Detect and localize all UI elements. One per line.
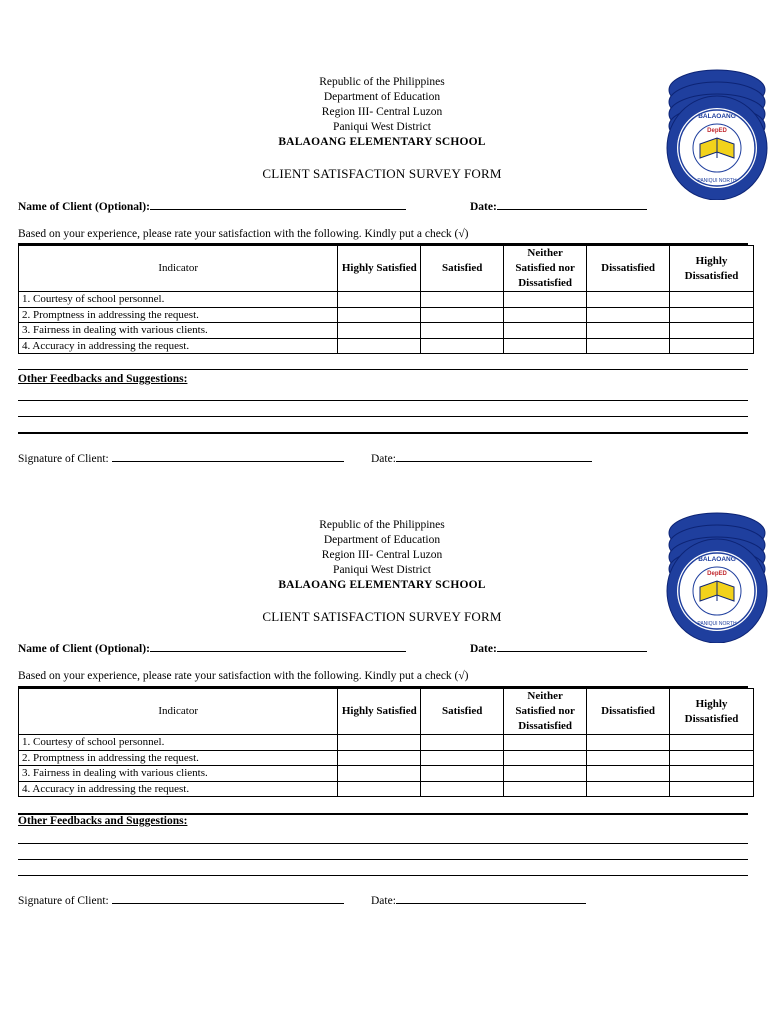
school-name: BALAOANG ELEMENTARY SCHOOL: [278, 136, 486, 148]
rating-cell[interactable]: [587, 338, 670, 354]
date-field[interactable]: [497, 641, 647, 652]
rating-cell[interactable]: [587, 750, 670, 766]
indicator-cell: 1. Courtesy of school personnel.: [19, 735, 338, 751]
date-label: Date:: [470, 199, 647, 213]
col-dissatisfied: Dissatisfied: [587, 689, 670, 735]
rating-cell[interactable]: [338, 750, 421, 766]
date-field[interactable]: [497, 199, 647, 210]
table-row: [19, 735, 754, 751]
rating-cell[interactable]: [504, 338, 587, 354]
svg-text:PANIQUI NORTH: PANIQUI NORTH: [697, 621, 737, 627]
rating-cell[interactable]: [670, 781, 754, 797]
rating-cell[interactable]: [504, 735, 587, 751]
signature-label: Signature of Client:: [18, 893, 344, 907]
name-of-client-field[interactable]: [150, 641, 406, 652]
rating-cell[interactable]: [504, 292, 587, 308]
rating-cell[interactable]: [587, 292, 670, 308]
rating-cell[interactable]: [504, 307, 587, 323]
rating-cell[interactable]: [421, 338, 504, 354]
indicator-cell: 1. Courtesy of school personnel.: [19, 292, 338, 308]
name-of-client-field[interactable]: [150, 199, 406, 210]
feedback-line-2[interactable]: [18, 416, 748, 417]
rating-cell[interactable]: [670, 338, 754, 354]
svg-text:PANIQUI NORTH: PANIQUI NORTH: [697, 178, 737, 184]
rating-cell[interactable]: [587, 735, 670, 751]
table-header-row: [19, 689, 754, 735]
col-neither: Neither Satisfied nor Dissatisfied: [504, 689, 587, 735]
feedback-line-3[interactable]: [18, 875, 748, 876]
table-row: [19, 292, 754, 308]
rating-cell[interactable]: [670, 750, 754, 766]
rating-cell[interactable]: [504, 750, 587, 766]
col-highly-dissatisfied: Highly Dissatisfied: [670, 246, 754, 292]
rating-cell[interactable]: [338, 307, 421, 323]
rating-cell[interactable]: [338, 766, 421, 782]
rating-cell[interactable]: [421, 766, 504, 782]
rating-cell[interactable]: [504, 323, 587, 339]
signature-date-field[interactable]: [396, 451, 592, 462]
rating-table: [18, 245, 754, 354]
table-row: [19, 307, 754, 323]
instruction-text: Based on your experience, please rate your satisfaction with the following. Kindly put a check (√): [18, 670, 469, 682]
divider-line: [18, 369, 748, 370]
rating-cell[interactable]: [421, 323, 504, 339]
table-row: [19, 323, 754, 339]
signature-label: Signature of Client:: [18, 451, 344, 465]
rating-cell[interactable]: [587, 323, 670, 339]
name-of-client-label: Name of Client (Optional):: [18, 641, 406, 655]
header-line-republic: Republic of the Philippines: [319, 76, 445, 88]
svg-text:BALAOANG: BALAOANG: [698, 556, 736, 563]
col-highly-satisfied: Highly Satisfied: [338, 689, 421, 735]
feedback-label: Other Feedbacks and Suggestions:: [18, 815, 188, 827]
header-line-deped: Department of Education: [323, 534, 441, 546]
rating-cell[interactable]: [504, 781, 587, 797]
indicator-cell: 4. Accuracy in addressing the request.: [19, 338, 338, 354]
rating-cell[interactable]: [421, 292, 504, 308]
header-line-district: Paniqui West District: [333, 564, 431, 576]
header-line-region: Region III- Central Luzon: [321, 549, 443, 561]
col-indicator: Indicator: [19, 689, 338, 735]
svg-text:DepED: DepED: [707, 128, 727, 134]
table-header-row: [19, 246, 754, 292]
letterhead: [0, 518, 764, 593]
survey-form-1: [0, 60, 768, 530]
indicator-cell: 2. Promptness in addressing the request.: [19, 750, 338, 766]
rating-cell[interactable]: [670, 307, 754, 323]
feedback-line-1[interactable]: [18, 400, 748, 401]
rating-cell[interactable]: [338, 338, 421, 354]
date-label: Date:: [470, 641, 647, 655]
signature-field[interactable]: [112, 893, 344, 904]
table-row: [19, 750, 754, 766]
col-highly-dissatisfied: Highly Dissatisfied: [670, 689, 754, 735]
signature-date-label: Date:: [371, 893, 586, 907]
indicator-cell: 4. Accuracy in addressing the request.: [19, 781, 338, 797]
header-line-district: Paniqui West District: [333, 121, 431, 133]
table-row: [19, 781, 754, 797]
rating-cell[interactable]: [338, 292, 421, 308]
col-highly-satisfied: Highly Satisfied: [338, 246, 421, 292]
indicator-cell: 3. Fairness in dealing with various clients.: [19, 766, 338, 782]
rating-cell[interactable]: [421, 735, 504, 751]
rating-cell[interactable]: [338, 735, 421, 751]
table-row: [19, 338, 754, 354]
rating-cell[interactable]: [338, 323, 421, 339]
rating-cell[interactable]: [670, 323, 754, 339]
header-line-region: Region III- Central Luzon: [321, 106, 443, 118]
survey-form-2: [0, 503, 768, 973]
rating-cell[interactable]: [421, 781, 504, 797]
rating-cell[interactable]: [670, 292, 754, 308]
rating-cell[interactable]: [421, 307, 504, 323]
rating-cell[interactable]: [587, 781, 670, 797]
form-title: CLIENT SATISFACTION SURVEY FORM: [262, 609, 502, 624]
rating-cell[interactable]: [338, 781, 421, 797]
col-neither: Neither Satisfied nor Dissatisfied: [504, 246, 587, 292]
table-row: [19, 766, 754, 782]
form-title: CLIENT SATISFACTION SURVEY FORM: [262, 166, 502, 181]
feedback-label: Other Feedbacks and Suggestions:: [18, 373, 188, 385]
rating-cell[interactable]: [421, 750, 504, 766]
signature-date-field[interactable]: [396, 893, 586, 904]
feedback-line-3[interactable]: [18, 432, 748, 434]
rating-cell[interactable]: [587, 307, 670, 323]
svg-text:DepED: DepED: [707, 571, 727, 577]
col-satisfied: Satisfied: [421, 246, 504, 292]
header-line-deped: Department of Education: [323, 91, 441, 103]
rating-cell[interactable]: [670, 766, 754, 782]
signature-field[interactable]: [112, 451, 344, 462]
rating-cell[interactable]: [670, 735, 754, 751]
col-indicator: Indicator: [19, 246, 338, 292]
col-satisfied: Satisfied: [421, 689, 504, 735]
rating-table: [18, 688, 754, 797]
feedback-line-2[interactable]: [18, 859, 748, 860]
name-of-client-label: Name of Client (Optional):: [18, 199, 406, 213]
col-dissatisfied: Dissatisfied: [587, 246, 670, 292]
indicator-cell: 2. Promptness in addressing the request.: [19, 307, 338, 323]
school-name: BALAOANG ELEMENTARY SCHOOL: [278, 579, 486, 591]
svg-text:BALAOANG: BALAOANG: [698, 113, 736, 120]
rating-cell[interactable]: [504, 766, 587, 782]
rating-cell[interactable]: [587, 766, 670, 782]
indicator-cell: 3. Fairness in dealing with various clients.: [19, 323, 338, 339]
signature-date-label: Date:: [371, 451, 592, 465]
feedback-line-1[interactable]: [18, 843, 748, 844]
letterhead: [0, 75, 764, 150]
instruction-text: Based on your experience, please rate your satisfaction with the following. Kindly put a check (√): [18, 228, 469, 240]
header-line-republic: Republic of the Philippines: [319, 519, 445, 531]
